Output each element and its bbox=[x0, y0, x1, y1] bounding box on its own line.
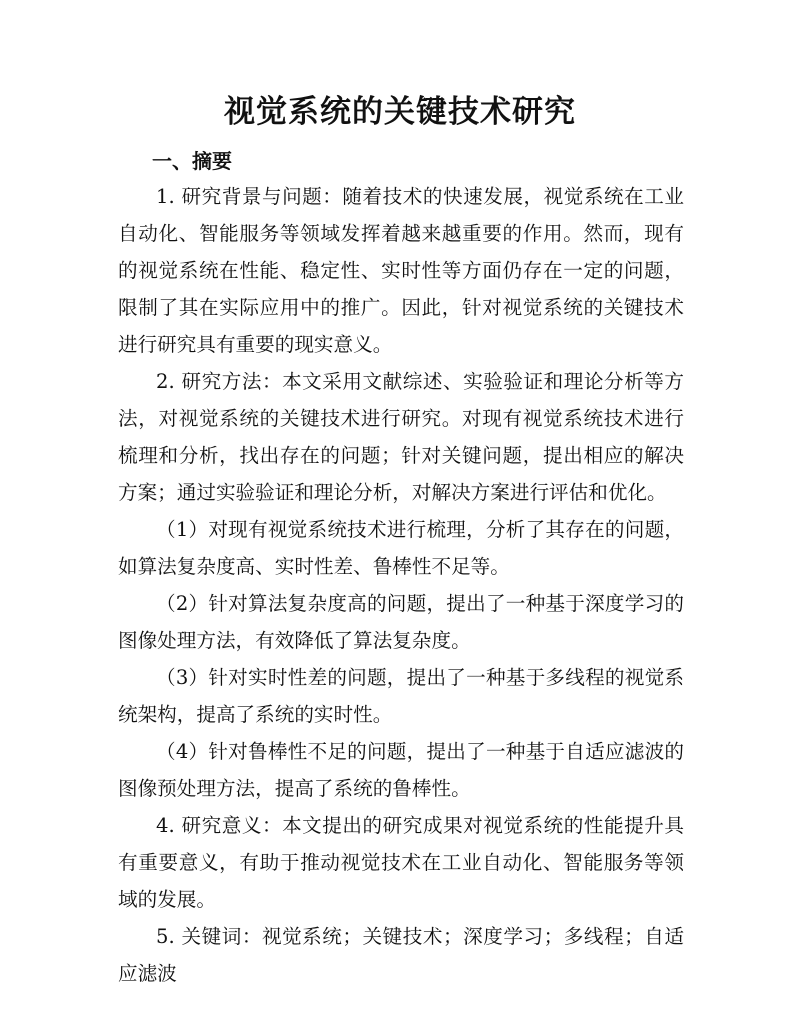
paragraph-background: 1. 研究背景与问题：随着技术的快速发展，视觉系统在工业自动化、智能服务等领域发挥着越来越重要的作用。然而，现有的视觉系统在性能、稳定性、实时性等方面仍存在一定的问题，限制了其在实际应用中的推广。因此，针对视觉系统的关键技术进行研究具有重要的现实意义。 bbox=[118, 185, 684, 356]
paragraph-significance: 4. 研究意义：本文提出的研究成果对视觉系统的性能提升具有重要意义，有助于推动视觉技术在工业自动化、智能服务等领域的发展。 bbox=[118, 814, 684, 911]
paragraph-methods: 2. 研究方法：本文采用文献综述、实验验证和理论分析等方法，对视觉系统的关键技术进行研究。对现有视觉系统技术进行梳理和分析，找出存在的问题；针对关键问题，提出相应的解决方案；通过实验验证和理论分析，对解决方案进行评估和优化。 bbox=[118, 370, 684, 504]
paragraph-item-1: （1）对现有视觉系统技术进行梳理，分析了其存在的问题，如算法复杂度高、实时性差、鲁棒性不足等。 bbox=[118, 518, 684, 578]
document-title: 视觉系统的关键技术研究 bbox=[224, 94, 576, 130]
paragraph-item-2: （2）针对算法复杂度高的问题，提出了一种基于深度学习的图像处理方法，有效降低了算法复杂度。 bbox=[118, 592, 684, 652]
paragraph-keywords: 5. 关键词：视觉系统；关键技术；深度学习；多线程；自适应滤波 bbox=[118, 925, 684, 985]
paragraph-item-3: （3）针对实时性差的问题，提出了一种基于多线程的视觉系统架构，提高了系统的实时性。 bbox=[118, 666, 684, 726]
section-heading: 一、摘要 bbox=[152, 149, 232, 173]
document-body bbox=[118, 178, 684, 992]
paragraph-item-4: （4）针对鲁棒性不足的问题，提出了一种基于自适应滤波的图像预处理方法，提高了系统的鲁棒性。 bbox=[118, 740, 684, 800]
